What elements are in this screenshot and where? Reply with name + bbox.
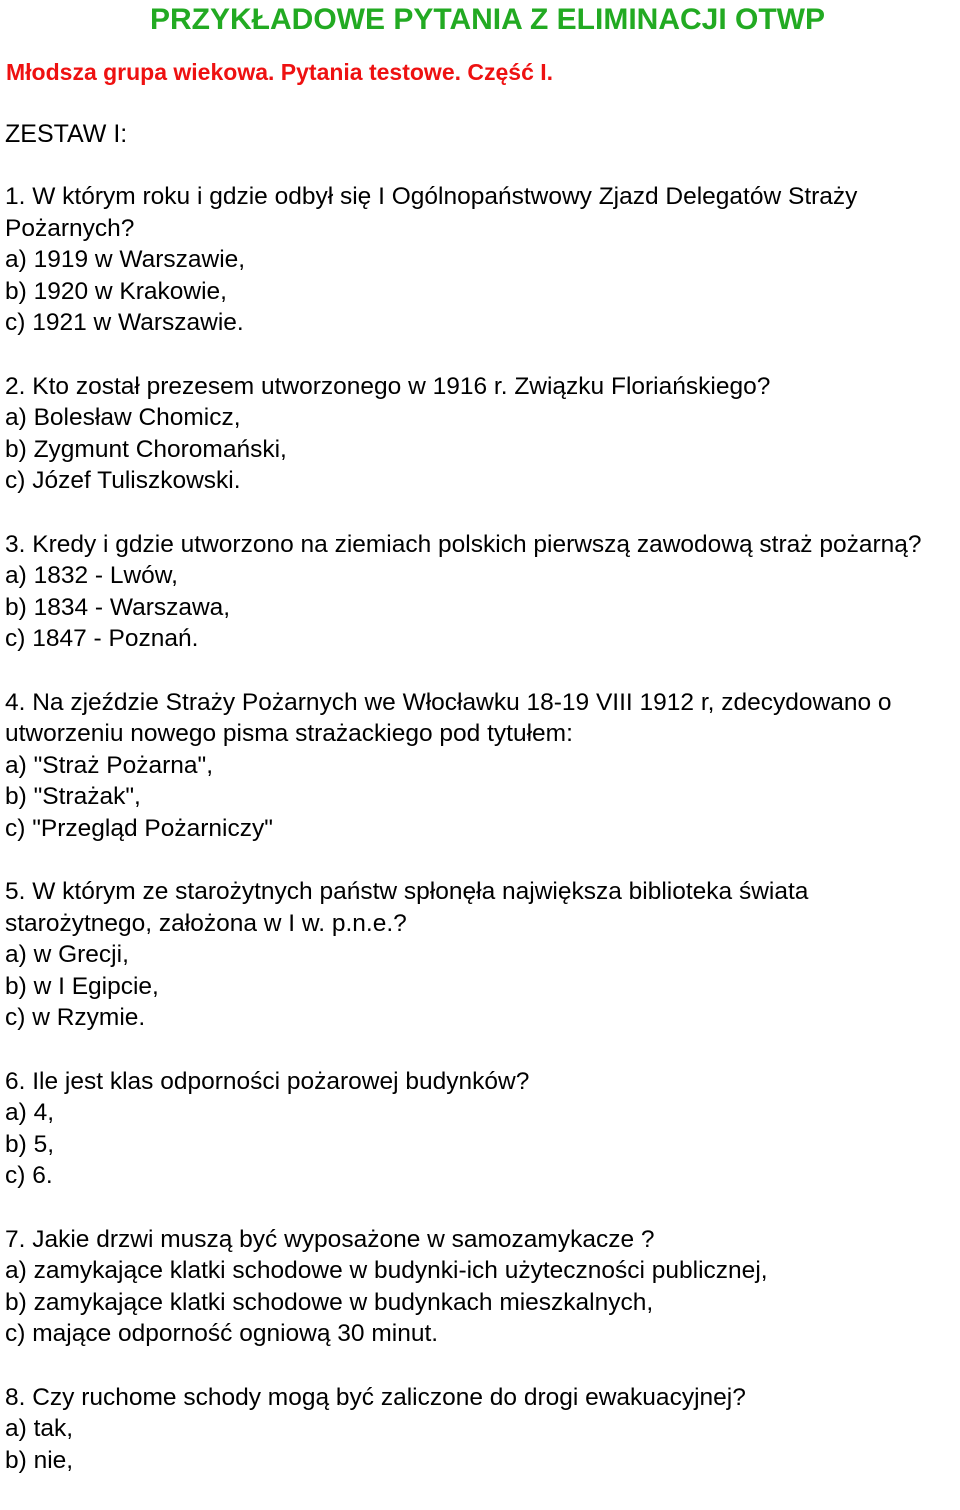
question-text: 3. Kredy i gdzie utworzono na ziemiach polskich pierwszą zawodową straż pożarną? — [5, 530, 922, 558]
answer-a: a) 1919 w Warszawie, — [5, 246, 246, 274]
answer-c: c) mające odporność ogniową 30 minut. — [5, 1320, 439, 1348]
answer-a: a) tak, — [5, 1415, 74, 1443]
question-text: 7. Jakie drzwi muszą być wyposażone w samozamykacze ? — [5, 1225, 655, 1253]
question-2 — [5, 371, 960, 497]
question-4 — [5, 687, 960, 845]
question-6 — [5, 1066, 960, 1192]
question-text: 5. W którym ze starożytnych państw spłonęła największa biblioteka świata starożytnego, założona w I w. p.n.e.? — [5, 878, 809, 937]
answer-b: b) w I Egipcie, — [5, 972, 159, 1000]
question-text: 4. Na zjeździe Straży Pożarnych we Włocławku 18-19 VIII 1912 r, zdecydowano o utworzeniu nowego pisma strażackiego pod tytułem: — [5, 688, 892, 748]
answer-b: b) "Strażak", — [5, 783, 141, 811]
answer-b: b) nie, — [5, 1446, 74, 1474]
question-3 — [5, 529, 960, 655]
answer-b: b) 5, — [5, 1130, 55, 1158]
answer-b: b) 1834 - Warszawa, — [5, 593, 231, 621]
answer-a: a) w Grecji, — [5, 941, 129, 969]
answer-c: c) 1921 w Warszawie. — [5, 309, 244, 337]
answer-b: b) Zygmunt Choromański, — [5, 435, 287, 463]
answer-a: a) 4, — [5, 1099, 55, 1127]
question-7 — [5, 1224, 960, 1350]
answer-c: c) w Rzymie. — [5, 1004, 146, 1032]
question-text: 8. Czy ruchome schody mogą być zaliczone do drogi ewakuacyjnej? — [5, 1383, 746, 1411]
question-list — [5, 181, 960, 1508]
question-text: 6. Ile jest klas odporności pożarowej budynków? — [5, 1067, 530, 1095]
question-text: 1. W którym roku i gdzie odbył się I Ogólnopaństwowy Zjazd Delegatów Straży Pożarnych? — [5, 183, 858, 242]
answer-b: b) 1920 w Krakowie, — [5, 277, 227, 305]
set-label: ZESTAW I: — [5, 120, 128, 148]
answer-c: c) 1847 - Poznań. — [5, 625, 199, 653]
page-title: PRZYKŁADOWE PYTANIA Z ELIMINACJI OTWP — [150, 3, 825, 36]
answer-c: c) 6. — [5, 1162, 53, 1190]
answer-a: a) 1832 - Lwów, — [5, 562, 178, 590]
question-8 — [5, 1382, 960, 1477]
answer-c: c) "Przegląd Pożarniczy" — [5, 814, 273, 842]
question-5 — [5, 876, 960, 1034]
page-subtitle: Młodsza grupa wiekowa. Pytania testowe. Część I. — [6, 59, 554, 85]
answer-c: c) Józef Tuliszkowski. — [5, 467, 241, 495]
answer-a: a) Bolesław Chomicz, — [5, 404, 241, 432]
answer-a: a) zamykające klatki schodowe w budynki-ich użyteczności publicznej, — [5, 1257, 768, 1285]
question-1 — [5, 181, 960, 339]
answer-b: b) zamykające klatki schodowe w budynkach mieszkalnych, — [5, 1288, 654, 1316]
answer-a: a) "Straż Pożarna", — [5, 751, 214, 779]
question-text: 2. Kto został prezesem utworzonego w 1916 r. Związku Floriańskiego? — [5, 372, 771, 400]
